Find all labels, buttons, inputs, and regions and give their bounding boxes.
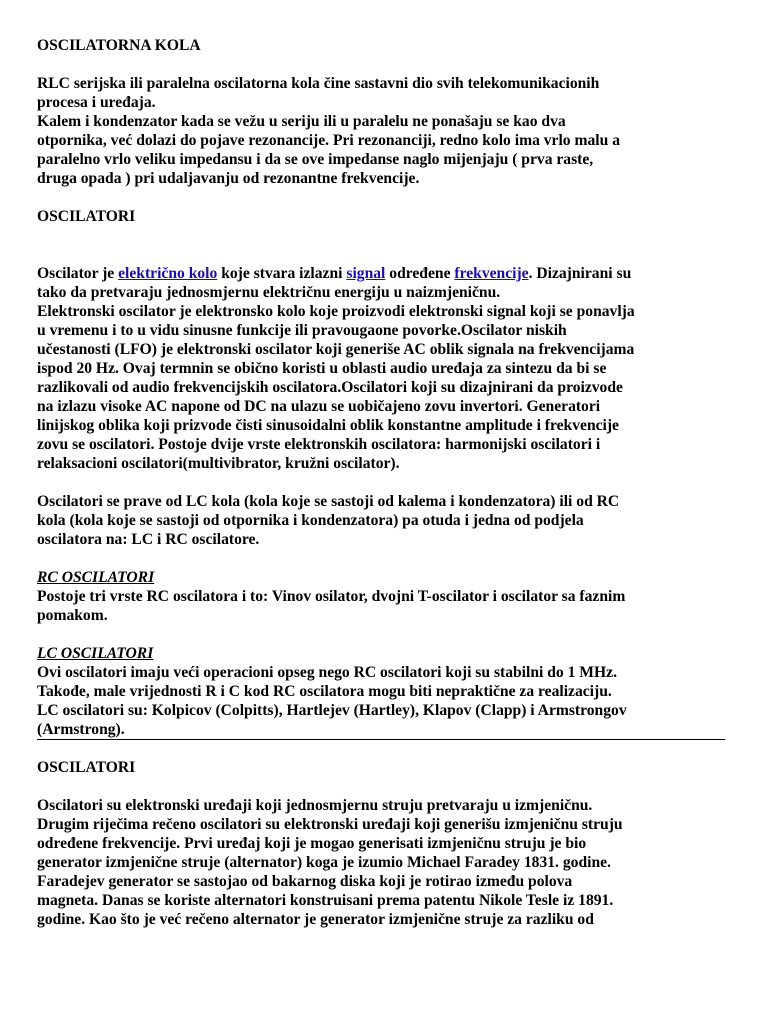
- intro-line: otpornika, već dolazi do pojave rezonancije. Pri rezonanciji, redno kolo ima vrlo malu a: [37, 132, 620, 149]
- lc-line: LC oscilatori su: Kolpicov (Colpitts), Hartlejev (Hartley), Klapov (Clapp) i Armstrongov: [37, 702, 627, 719]
- section-heading-oscilatori-2: [37, 758, 737, 777]
- closing-line: godine. Kao što je već rečeno alternator je generator izmjenične struje za razliku od: [37, 911, 594, 928]
- document-page: [37, 36, 737, 929]
- rc-heading: RC OSCILATORI: [37, 569, 155, 586]
- closing-line: određene frekvencije. Prvi uređaj koji je mogao generisati izmjeničnu struju je bio: [37, 835, 587, 852]
- horizontal-divider: [37, 739, 725, 740]
- heading-text: OSCILATORNA KOLA: [37, 37, 201, 54]
- definition-line: u vremenu i to u vidu sinusne funkcije ili pravougaone povorke.Oscilator niskih: [37, 322, 567, 339]
- section-heading-oscilatori: [37, 207, 737, 226]
- link-signal[interactable]: signal: [346, 265, 386, 282]
- closing-line: Faradejev generator se sastojao od bakarnog diska koji je rotirao između polova: [37, 873, 573, 890]
- definition-paragraph: [37, 264, 737, 473]
- types-paragraph: [37, 492, 737, 549]
- intro-line: druga opada ) pri udaljavanju od rezonantne frekvencije.: [37, 170, 420, 187]
- closing-line: Drugim riječima rečeno oscilatori su elektronski uređaji koji generišu izmjeničnu struju: [37, 816, 623, 833]
- closing-paragraph: [37, 796, 737, 929]
- definition-line: na izlazu visoke AC napone od DC na ulazu se uobičajeno zovu invertori. Generatori: [37, 398, 601, 415]
- link-frekvencije[interactable]: frekvencije: [454, 265, 529, 282]
- types-line: oscilatora na: LC i RC oscilatore.: [37, 531, 260, 548]
- text-run: Oscilator je: [37, 265, 119, 282]
- page-heading-oscilatorna-kola: [37, 36, 737, 55]
- definition-line: Elektronski oscilator je elektronsko kolo koje proizvodi elektronski signal koji se ponavlja: [37, 303, 635, 320]
- lc-section: [37, 644, 737, 739]
- types-line: Oscilatori se prave od LC kola (kola koje se sastoji od kalema i kondenzatora) ili od RC: [37, 493, 620, 510]
- definition-line: relaksacioni oscilatori(multivibrator, kružni oscilator).: [37, 455, 400, 472]
- link-elektricno-kolo[interactable]: električno kolo: [118, 265, 218, 282]
- intro-line: RLC serijska ili paralelna oscilatorna kola čine sastavni dio svih telekomunikacionih: [37, 75, 600, 92]
- types-line: kola (kola koje se sastoji od otpornika i kondenzatora) pa otuda i jedna od podjela: [37, 512, 584, 529]
- text-run: . Dizajnirani su: [528, 265, 632, 282]
- definition-line: učestanosti (LFO) je elektronski oscilator koji generiše AC oblik signala na frekvencijama: [37, 341, 635, 358]
- closing-line: magneta. Danas se koriste alternatori konstruisani prema patentu Nikole Tesle iz 1891.: [37, 892, 614, 909]
- definition-line: linijskog oblika koji prizvode čisti sinusoidalni oblik konstantne amplitude i frekvencije: [37, 417, 619, 434]
- definition-line: razlikovali od audio frekvencijskih oscilatora.Oscilatori koji su dizajnirani da proizvode: [37, 379, 623, 396]
- heading-text: OSCILATORI: [37, 759, 136, 776]
- lc-line: (Armstrong).: [37, 721, 125, 738]
- lc-heading: LC OSCILATORI: [37, 645, 154, 662]
- text-run: koje stvara izlazni: [217, 265, 347, 282]
- definition-line: ispod 20 Hz. Ovaj termnin se obično koristi u oblasti audio uređaja za sintezu da bi se: [37, 360, 607, 377]
- lc-line: Ovi oscilatori imaju veći operacioni opseg nego RC oscilatori koji su stabilni do 1 MHz.: [37, 664, 617, 681]
- intro-paragraph: [37, 74, 737, 188]
- definition-line: tako da pretvaraju jednosmjernu električnu energiju u naizmjeničnu.: [37, 284, 501, 301]
- rc-line: pomakom.: [37, 607, 108, 624]
- text-run: određene: [385, 265, 455, 282]
- closing-line: Oscilatori su elektronski uređaji koji jednosmjernu struju pretvaraju u izmjeničnu.: [37, 797, 593, 814]
- heading-text: OSCILATORI: [37, 208, 136, 225]
- rc-section: [37, 568, 737, 625]
- rc-line: Postoje tri vrste RC oscilatora i to: Vinov osilator, dvojni T-oscilator i oscilator sa faznim: [37, 588, 626, 605]
- intro-line: Kalem i kondenzator kada se vežu u seriju ili u paralelu ne ponašaju se kao dva: [37, 113, 566, 130]
- definition-line: zovu se oscilatori. Postoje dvije vrste elektronskih oscilatora: harmonijski oscilatori i: [37, 436, 601, 453]
- closing-line: generator izmjenične struje (alternator) koga je izumio Michael Faradey 1831. godine.: [37, 854, 611, 871]
- lc-line: Takođe, male vrijednosti R i C kod RC oscilatora mogu biti nepraktične za realizaciju.: [37, 683, 612, 700]
- definition-first-line: [37, 264, 737, 283]
- intro-line: procesa i uređaja.: [37, 94, 156, 111]
- intro-line: paralelno vrlo veliku impedansu i da se ove impedanse naglo mijenjaju ( prva raste,: [37, 151, 594, 168]
